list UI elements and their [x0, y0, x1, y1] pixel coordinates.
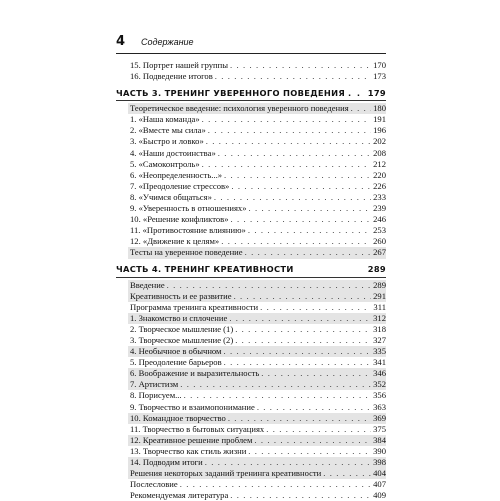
toc-entry	[128, 313, 386, 324]
toc-entry-page: 346	[373, 368, 386, 379]
toc-entry	[128, 468, 386, 479]
part-heading-page: 289	[368, 264, 386, 274]
toc-entry-page: 170	[373, 60, 386, 71]
leader-dots	[261, 368, 371, 379]
leader-dots	[224, 170, 371, 181]
toc-entry	[130, 335, 386, 346]
toc-entry	[130, 214, 386, 225]
toc-entry-page: 335	[373, 346, 386, 357]
toc-entry-page: 267	[373, 247, 386, 258]
leader-dots	[248, 225, 371, 236]
toc-entry-title: 1. «Наша команда»	[130, 114, 200, 125]
page-number: 4	[116, 34, 125, 50]
leader-dots	[208, 125, 371, 136]
toc-entry	[130, 324, 386, 335]
toc-entry	[128, 379, 386, 390]
leader-dots	[221, 236, 371, 247]
leader-dots	[235, 324, 371, 335]
toc-entry-title: 11. «Противостояние влиянию»	[130, 225, 246, 236]
toc-entry	[130, 125, 386, 136]
toc-group-part3	[130, 103, 386, 258]
toc-entry	[130, 357, 386, 368]
part-heading-title: ЧАСТЬ 3. ТРЕНИНГ УВЕРЕННОГО ПОВЕДЕНИЯ	[116, 88, 345, 98]
running-head-title: Содержание	[141, 36, 194, 48]
page-header	[116, 34, 386, 50]
toc-entry-title: 7. «Преодоление стрессов»	[130, 181, 229, 192]
toc-entry-title: 15. Портрет нашей группы	[130, 60, 228, 71]
toc-entry-page: 233	[373, 192, 386, 203]
leader-dots	[215, 71, 371, 82]
toc-entry	[130, 446, 386, 457]
toc-entry-page: 341	[373, 357, 386, 368]
leader-dots	[257, 402, 371, 413]
toc-entry-page: 390	[373, 446, 386, 457]
toc-entry	[128, 346, 386, 357]
toc-entry-page: 173	[373, 71, 386, 82]
toc-entry-title: 4. «Наши достоинства»	[130, 148, 216, 159]
toc-entry-page: 196	[373, 125, 386, 136]
leader-dots	[351, 103, 371, 114]
toc-entry	[128, 413, 386, 424]
leader-dots	[254, 435, 371, 446]
toc-entry-page: 239	[373, 203, 386, 214]
toc-entry	[130, 60, 386, 71]
leader-dots	[224, 357, 371, 368]
leader-dots	[206, 136, 371, 147]
header-divider	[116, 53, 386, 54]
toc-entry-title: 14. Подводим итоги	[130, 457, 203, 468]
toc-entry-page: 375	[373, 424, 386, 435]
toc-entry-page: 356	[373, 390, 386, 401]
toc-entry-page: 289	[373, 280, 386, 291]
leader-dots	[248, 446, 371, 457]
leader-dots	[230, 490, 371, 501]
toc-entry-page: 260	[373, 236, 386, 247]
toc-entry	[128, 247, 386, 258]
leader-dots	[202, 114, 371, 125]
toc-entry	[128, 280, 386, 291]
leader-dots	[228, 413, 371, 424]
toc-entry-page: 253	[373, 225, 386, 236]
leader-dots	[229, 313, 371, 324]
toc-entry-title: 4. Необычное в обычном	[130, 346, 222, 357]
toc-entry	[128, 103, 386, 114]
toc-entry	[130, 170, 386, 181]
leader-dots	[348, 88, 365, 98]
toc-entry-title: 10. «Решение конфликтов»	[130, 214, 229, 225]
toc-entry-title: 8. «Учимся общаться»	[130, 192, 212, 203]
leader-dots	[266, 424, 371, 435]
toc-entry-page: 407	[373, 479, 386, 490]
toc-entry-page: 208	[373, 148, 386, 159]
toc-entry-page: 327	[373, 335, 386, 346]
toc-entry-title: 9. «Уверенность в отношениях»	[130, 203, 247, 214]
toc-entry-title: 7. Артистизм	[130, 379, 178, 390]
toc-entry-page: 291	[373, 291, 386, 302]
toc-entry	[130, 203, 386, 214]
leader-dots	[260, 302, 371, 313]
toc-entry-page: 220	[373, 170, 386, 181]
toc-entry	[130, 114, 386, 125]
leader-dots	[180, 479, 371, 490]
toc-entry-title: Тесты на уверенное поведение	[130, 247, 243, 258]
toc-entry-title: 13. Творчество как стиль жизни	[130, 446, 246, 457]
toc-entry	[130, 181, 386, 192]
toc-entry-title: Введение	[130, 280, 165, 291]
toc-entry-title: Креативность и ее развитие	[130, 291, 232, 302]
leader-dots	[234, 291, 372, 302]
toc-entry-page: 398	[373, 457, 386, 468]
toc-entry-title: 12. «Движение к целям»	[130, 236, 219, 247]
toc-entry	[128, 435, 386, 446]
toc-entry	[130, 192, 386, 203]
part-heading-page: 179	[368, 88, 386, 98]
leader-dots	[231, 214, 372, 225]
toc-entry-page: 191	[373, 114, 386, 125]
leader-dots	[245, 247, 372, 258]
toc-entry-title: 9. Творчество и взаимопонимание	[130, 402, 255, 413]
toc-entry-title: Программа тренинга креативности	[130, 302, 258, 313]
toc-entry	[130, 424, 386, 435]
toc-entry-title: 6. Воображение и выразительность	[130, 368, 259, 379]
toc-entry	[130, 302, 386, 313]
toc-entry	[130, 71, 386, 82]
leader-dots	[202, 159, 371, 170]
toc-entry-page: 202	[373, 136, 386, 147]
toc-entry-title: 1. Знакомство и сплочение	[130, 313, 227, 324]
toc-entry	[130, 390, 386, 401]
toc-entry	[130, 479, 386, 490]
toc-entry-page: 180	[373, 103, 386, 114]
toc-entry	[130, 148, 386, 159]
toc-entry-title: 3. «Быстро и ловко»	[130, 136, 204, 147]
toc-entry	[130, 136, 386, 147]
leader-dots	[235, 335, 371, 346]
toc-entry-page: 352	[373, 379, 386, 390]
toc-entry-title: 2. Творческое мышление (1)	[130, 324, 233, 335]
toc-entry	[128, 457, 386, 468]
toc-entry-title: Послесловие	[130, 479, 178, 490]
toc-entry-page: 312	[373, 313, 386, 324]
toc-entry-title: 12. Креативное решение проблем	[130, 435, 252, 446]
toc-entry	[130, 225, 386, 236]
part-heading-3	[116, 85, 386, 101]
toc-entry-title: 3. Творческое мышление (2)	[130, 335, 233, 346]
toc-entry-title: 16. Подведение итогов	[130, 71, 213, 82]
toc-entry-title: 5. Преодоление барьеров	[130, 357, 222, 368]
leader-dots	[214, 192, 371, 203]
toc-entry-page: 404	[373, 468, 386, 479]
toc-group-part2-tail	[130, 60, 386, 82]
toc-entry-page: 226	[373, 181, 386, 192]
leader-dots	[230, 60, 371, 71]
toc-entry-page: 369	[373, 413, 386, 424]
leader-dots	[218, 148, 371, 159]
toc-entry-page: 246	[373, 214, 386, 225]
leader-dots	[167, 280, 371, 291]
toc-entry	[130, 236, 386, 247]
table-of-contents	[130, 60, 386, 501]
toc-entry-title: 8. Порисуем...	[130, 390, 182, 401]
toc-entry	[130, 490, 386, 501]
toc-entry-page: 311	[373, 302, 386, 313]
leader-dots	[224, 346, 372, 357]
toc-entry-title: 5. «Самоконтроль»	[130, 159, 200, 170]
toc-entry-page: 363	[373, 402, 386, 413]
leader-dots	[184, 390, 372, 401]
toc-entry-title: Решения некоторых заданий тренинга креативности	[130, 468, 321, 479]
leader-dots	[231, 181, 371, 192]
toc-entry-title: 10. Командное творчество	[130, 413, 226, 424]
toc-entry-title: 6. «Неопределенность...»	[130, 170, 222, 181]
leader-dots	[180, 379, 371, 390]
toc-entry-title: Рекомендуемая литература	[130, 490, 228, 501]
leader-dots	[249, 203, 372, 214]
toc-entry	[130, 159, 386, 170]
part-heading-4	[116, 262, 386, 278]
toc-entry-page: 318	[373, 324, 386, 335]
part-heading-title: ЧАСТЬ 4. ТРЕНИНГ КРЕАТИВНОСТИ	[116, 264, 294, 274]
toc-entry-page: 212	[373, 159, 386, 170]
leader-dots	[323, 468, 371, 479]
toc-entry-title: Теоретическое введение: психология уверенного поведения	[130, 103, 349, 114]
toc-entry	[128, 368, 386, 379]
toc-entry-title: 2. «Вместе мы сила»	[130, 125, 206, 136]
toc-entry	[128, 291, 386, 302]
toc-entry	[130, 402, 386, 413]
toc-entry-page: 384	[373, 435, 386, 446]
toc-entry-page: 409	[373, 490, 386, 501]
toc-entry-title: 11. Творчество в бытовых ситуациях	[130, 424, 264, 435]
leader-dots	[205, 457, 371, 468]
toc-group-part4	[130, 280, 386, 501]
